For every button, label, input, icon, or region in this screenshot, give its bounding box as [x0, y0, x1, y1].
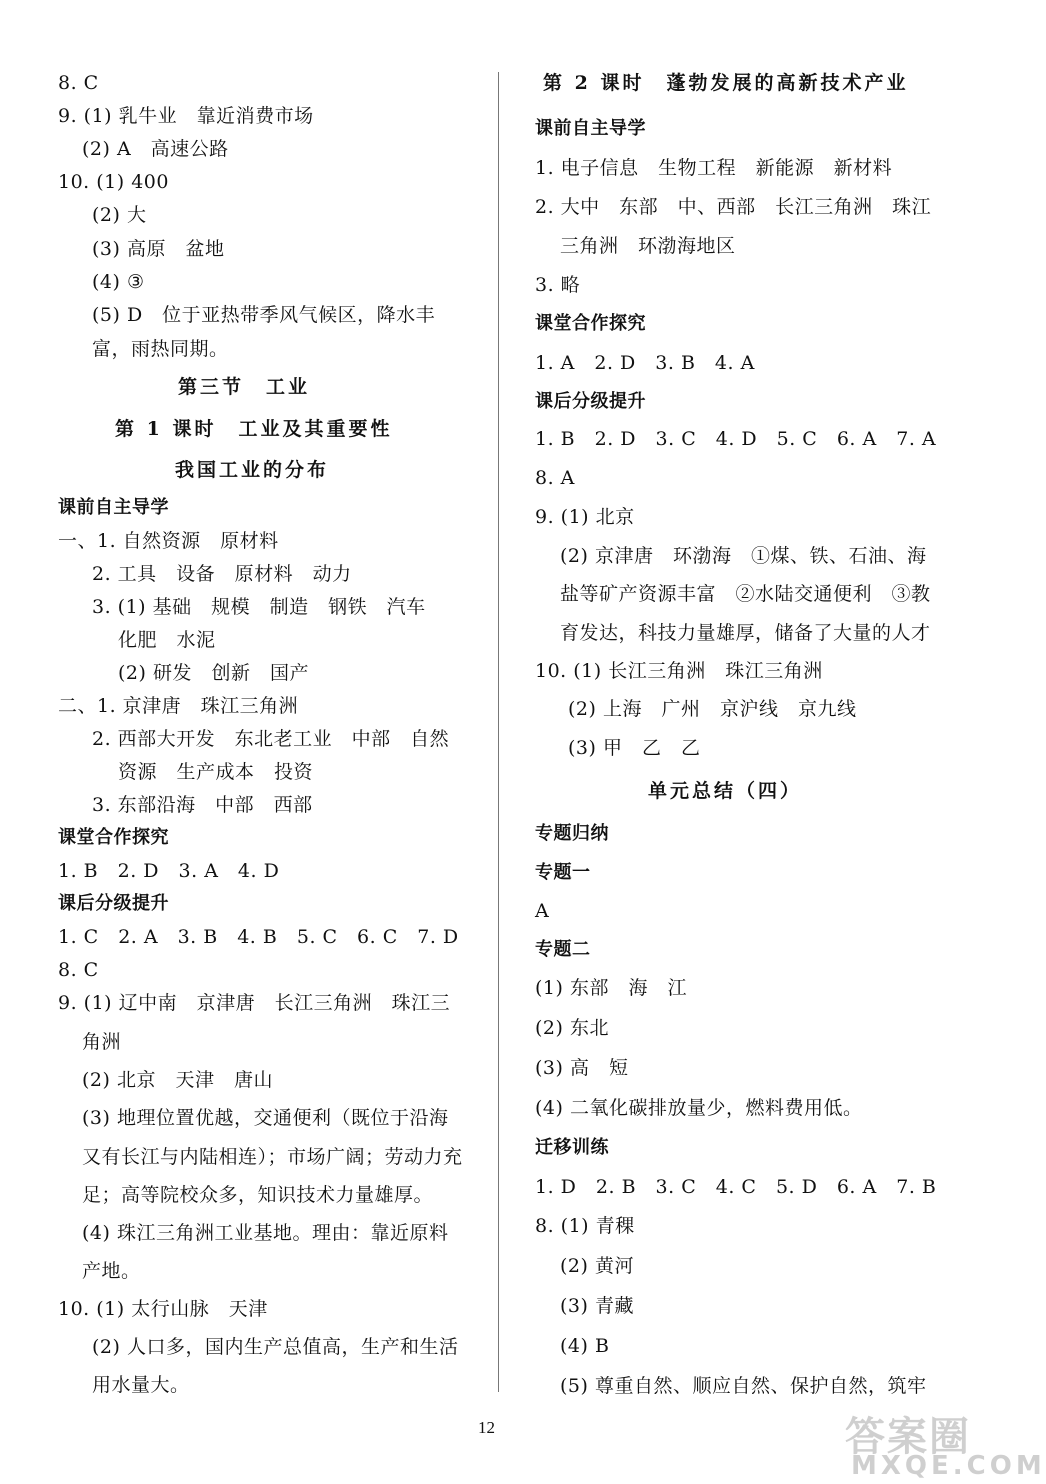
left-line: 用水量大。	[92, 1374, 190, 1396]
right-line: (3) 高 短	[535, 1057, 629, 1079]
left-line: 第三节 工业	[178, 376, 311, 398]
left-line: 10. (1) 太行山脉 天津	[58, 1298, 268, 1320]
right-line: (4) B	[560, 1335, 610, 1357]
watermark-logo	[845, 1405, 1046, 1481]
right-line: 专题一	[535, 862, 591, 883]
right-line: A	[535, 900, 550, 922]
left-line: 课后分级提升	[58, 893, 169, 914]
right-line: 1. 电子信息 生物工程 新能源 新材料	[535, 157, 893, 179]
right-line: 10. (1) 长江三角洲 珠江三角洲	[535, 660, 823, 682]
right-line: 课堂合作探究	[535, 313, 646, 334]
left-line: 8. C	[58, 959, 99, 981]
left-line: 课堂合作探究	[58, 827, 169, 848]
left-line: (2) 大	[92, 204, 147, 226]
left-line: (2) 研发 创新 国产	[118, 662, 309, 684]
right-line: 迁移训练	[535, 1137, 609, 1158]
right-line: 8. A	[535, 467, 575, 489]
right-line: 3. 略	[535, 274, 581, 296]
left-line: 1. C 2. A 3. B 4. B 5. C 6. C 7. D	[58, 926, 459, 948]
watermark-main-text: 答案圈	[845, 1414, 971, 1460]
left-line: 又有长江与内陆相连）；市场广阔；劳动力充	[82, 1146, 463, 1168]
right-line: (2) 京津唐 环渤海 ①煤、铁、石油、海	[560, 545, 927, 567]
right-line: 2. 大中 东部 中、西部 长江三角洲 珠江	[535, 196, 932, 218]
right-line: 三角洲 环渤海地区	[560, 235, 736, 257]
right-line: 课后分级提升	[535, 391, 646, 412]
right-line: (2) 东北	[535, 1017, 609, 1039]
right-line: 课前自主导学	[535, 118, 646, 139]
left-line: 1. B 2. D 3. A 4. D	[58, 860, 280, 882]
left-line: 二、1. 京津唐 珠江三角洲	[58, 695, 299, 717]
right-line: (2) 上海 广州 京沪线 京九线	[568, 698, 857, 720]
right-line: 专题归纳	[535, 823, 609, 844]
right-line: 1. A 2. D 3. B 4. A	[535, 352, 755, 374]
left-line: 2. 西部大开发 东北老工业 中部 自然	[92, 728, 450, 750]
right-line: 盐等矿产资源丰富 ②水陆交通便利 ③教	[560, 583, 931, 605]
left-line: 3. (1) 基础 规模 制造 钢铁 汽车	[92, 596, 426, 618]
right-line: (3) 甲 乙 乙	[568, 737, 701, 759]
left-line: (5) D 位于亚热带季风气候区，降水丰	[92, 304, 436, 326]
left-line: (2) A 高速公路	[82, 138, 229, 160]
left-line: 产地。	[82, 1260, 141, 1282]
left-line: 角洲	[82, 1031, 122, 1053]
right-line: (4) 二氧化碳排放量少，燃料费用低。	[535, 1097, 863, 1119]
right-line: (2) 黄河	[560, 1255, 634, 1277]
right-line: 第 2 课时 蓬勃发展的高新技术产业	[543, 72, 909, 94]
right-line: 专题二	[535, 939, 591, 960]
watermark-sub-text: MXQE.COM	[851, 1451, 1046, 1481]
left-line: (3) 地理位置优越，交通便利（既位于沿海	[82, 1107, 449, 1129]
left-line: 10. (1) 400	[58, 171, 169, 193]
left-line: (4) 珠江三角洲工业基地。理由：靠近原料	[82, 1222, 449, 1244]
left-line: (2) 北京 天津 唐山	[82, 1069, 273, 1091]
right-line: (1) 东部 海 江	[535, 977, 687, 999]
right-line: (3) 青藏	[560, 1295, 634, 1317]
left-line: 足；高等院校众多，知识技术力量雄厚。	[82, 1184, 434, 1206]
left-line: (2) 人口多，国内生产总值高，生产和生活	[92, 1336, 459, 1358]
right-line: 9. (1) 北京	[535, 506, 635, 528]
right-line: 育发达，科技力量雄厚，储备了大量的人才	[560, 622, 931, 644]
right-line: (5) 尊重自然、顺应自然、保护自然，筑牢	[560, 1375, 927, 1397]
right-line: 1. D 2. B 3. C 4. C 5. D 6. A 7. B	[535, 1176, 937, 1198]
left-line: 第 1 课时 工业及其重要性	[115, 418, 393, 440]
left-line: 化肥 水泥	[118, 629, 216, 651]
left-line: 8. C	[58, 72, 99, 94]
left-line: 一、1. 自然资源 原材料	[58, 530, 279, 552]
left-line: 富，雨热同期。	[92, 338, 229, 360]
left-line: 9. (1) 辽中南 京津唐 长江三角洲 珠江三	[58, 992, 451, 1014]
left-line: (3) 高原 盆地	[92, 238, 225, 260]
right-line: 单元总结（四）	[648, 780, 803, 802]
left-line: 3. 东部沿海 中部 西部	[92, 794, 313, 816]
left-line: 课前自主导学	[58, 497, 169, 518]
right-line: 8. (1) 青稞	[535, 1215, 635, 1237]
left-line: 资源 生产成本 投资	[118, 761, 314, 783]
right-line: 1. B 2. D 3. C 4. D 5. C 6. A 7. A	[535, 428, 937, 450]
left-line: 我国工业的分布	[175, 459, 330, 481]
left-line: (4) ③	[92, 271, 145, 293]
left-line: 9. (1) 乳牛业 靠近消费市场	[58, 105, 314, 127]
page-number: 12	[478, 1418, 495, 1437]
left-line: 2. 工具 设备 原材料 动力	[92, 563, 352, 585]
column-divider	[498, 72, 499, 1392]
